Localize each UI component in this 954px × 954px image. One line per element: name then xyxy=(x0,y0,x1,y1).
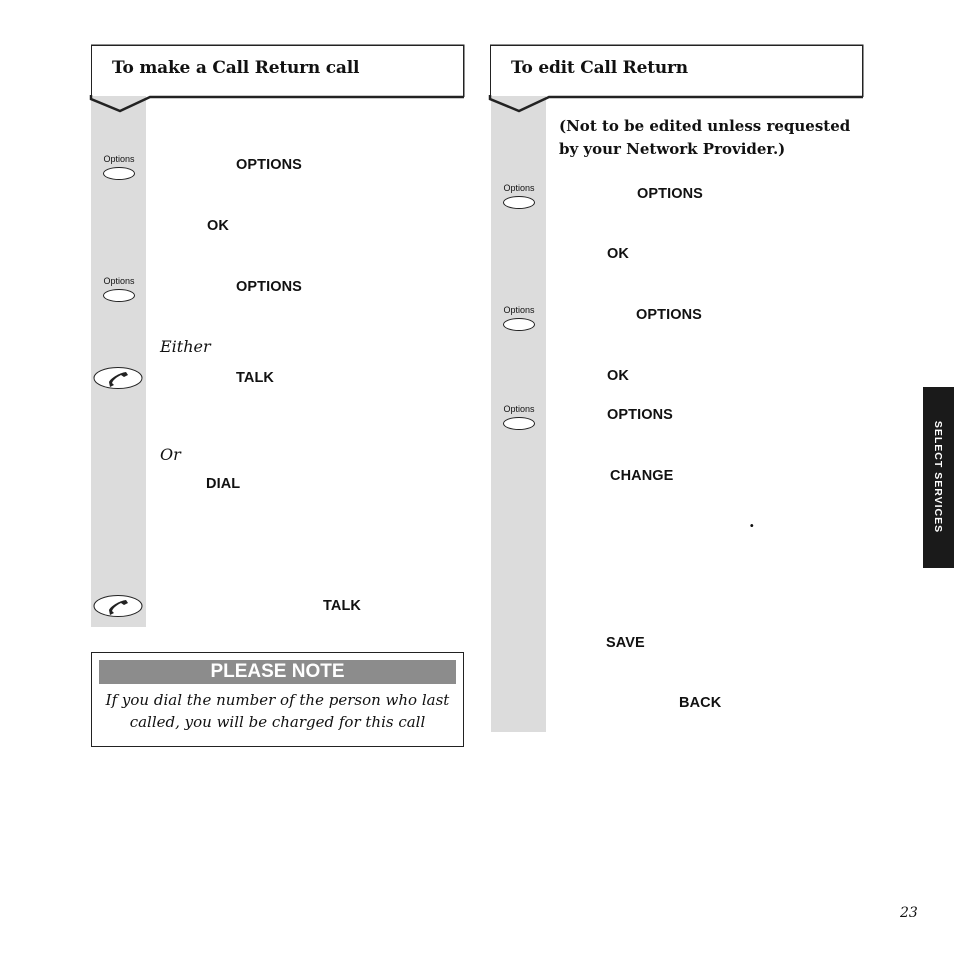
options-button-icon: Options xyxy=(99,276,139,306)
key-save: SAVE xyxy=(606,635,645,651)
options-button-icon: Options xyxy=(499,305,539,335)
key-ok: OK xyxy=(207,218,229,234)
side-tab-label: SELECT SERVICES xyxy=(932,420,944,534)
right-section-header xyxy=(490,45,863,96)
talk-handset-icon xyxy=(93,594,143,618)
key-talk: TALK xyxy=(323,598,361,614)
left-section-header xyxy=(91,45,464,96)
key-options: OPTIONS xyxy=(236,279,302,295)
key-ok: OK xyxy=(607,246,629,262)
please-note-box xyxy=(91,652,464,747)
key-change: CHANGE xyxy=(610,468,674,484)
key-back: BACK xyxy=(679,695,722,711)
section-side-tab xyxy=(923,387,954,568)
talk-handset-icon xyxy=(93,366,143,390)
options-button-icon: Options xyxy=(499,183,539,213)
please-note-title: PLEASE NOTE xyxy=(99,660,456,684)
key-ok: OK xyxy=(607,368,629,384)
key-dial: DIAL xyxy=(206,476,241,492)
key-options: OPTIONS xyxy=(236,157,302,173)
or-label: Or xyxy=(160,445,181,464)
period-mark: . xyxy=(749,512,755,531)
either-label: Either xyxy=(160,337,211,356)
options-button-icon: Options xyxy=(99,154,139,184)
left-section-title: To make a Call Return call xyxy=(112,58,360,78)
page-number: 23 xyxy=(900,905,918,921)
key-talk: TALK xyxy=(236,370,274,386)
key-options: OPTIONS xyxy=(637,186,703,202)
right-section-title: To edit Call Return xyxy=(511,58,688,78)
key-options: OPTIONS xyxy=(636,307,702,323)
please-note-text: If you dial the number of the person who last called, you will be charged for this call xyxy=(105,691,450,731)
edit-restriction-note: (Not to be edited unless requested by your Network Provider.) xyxy=(559,117,851,158)
options-button-icon: Options xyxy=(499,404,539,434)
key-options: OPTIONS xyxy=(607,407,673,423)
